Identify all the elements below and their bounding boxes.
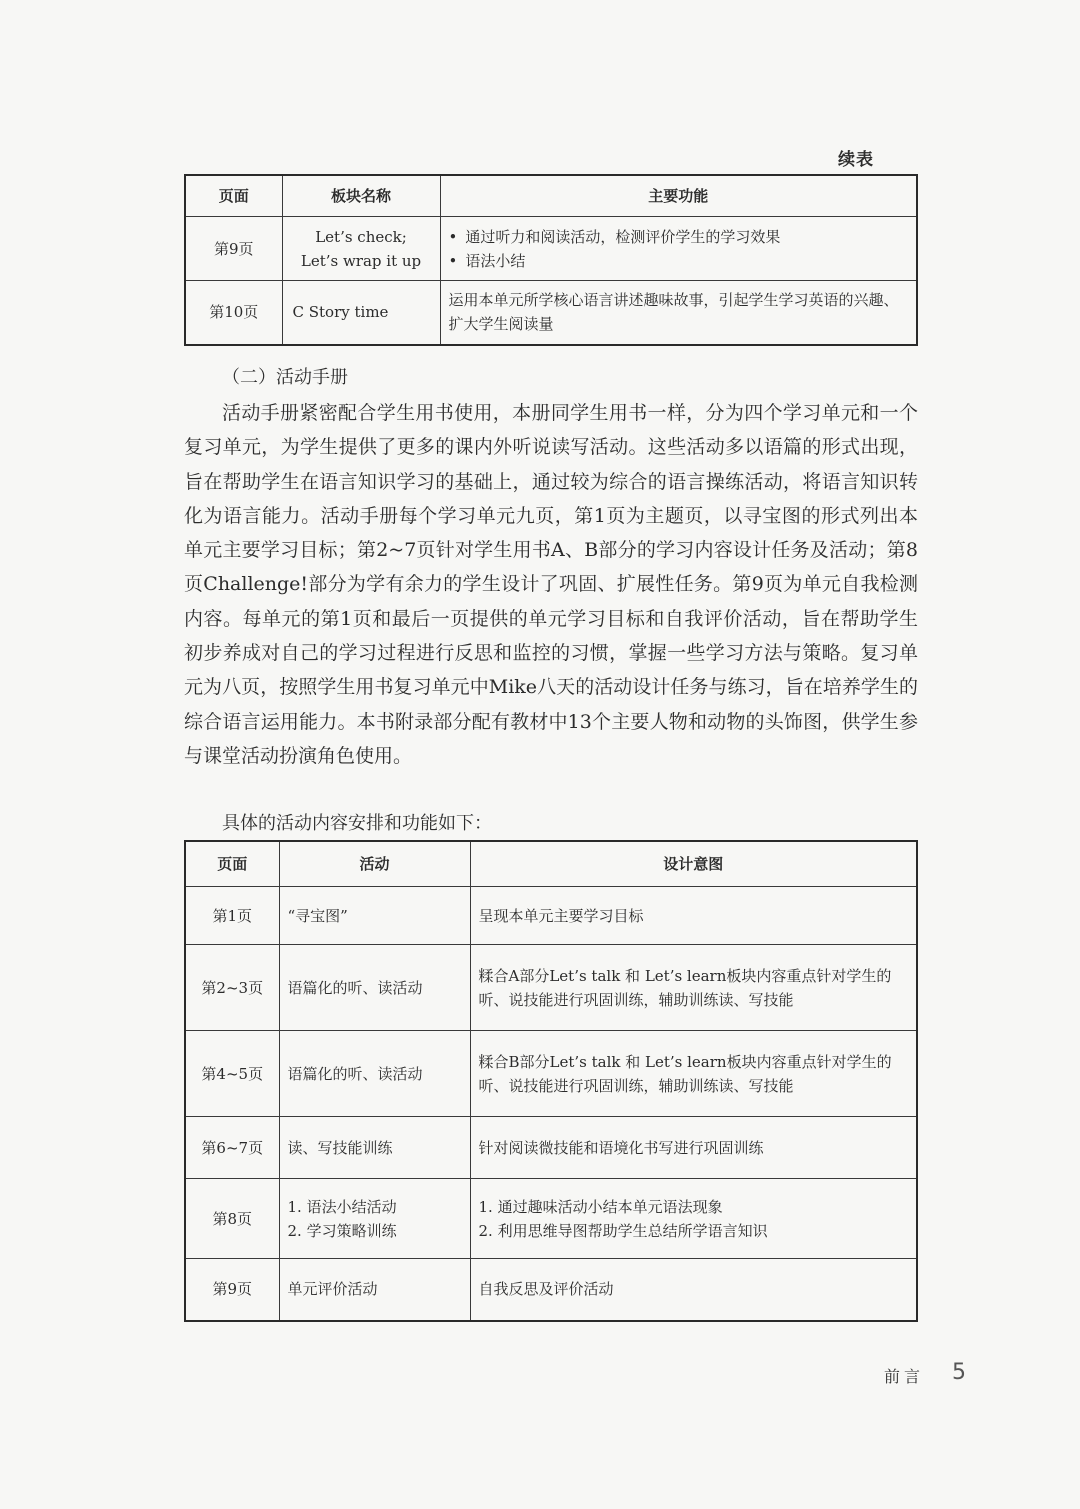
cell-function bbox=[440, 217, 917, 281]
cell-activity: 单元评价活动 bbox=[279, 1259, 470, 1321]
cell-page: 第2~3页 bbox=[185, 945, 279, 1031]
cell-purpose: 自我反思及评价活动 bbox=[470, 1259, 917, 1321]
cell-section: C Story time bbox=[282, 281, 440, 345]
section-line: Let’s check; bbox=[315, 227, 407, 246]
cell-activity: 语篇化的听、读活动 bbox=[279, 945, 470, 1031]
table-row bbox=[185, 1259, 917, 1321]
cell-activity: 读、写技能训练 bbox=[279, 1117, 470, 1179]
table-row bbox=[185, 945, 917, 1031]
footer-title: 前言 bbox=[884, 1367, 925, 1386]
cell-purpose: 呈现本单元主要学习目标 bbox=[470, 887, 917, 945]
activity-line: 2. 学习策略训练 bbox=[287, 1221, 397, 1240]
purpose-line: 2. 利用思维导图帮助学生总结所学语言知识 bbox=[478, 1221, 768, 1240]
section-line: Let’s wrap it up bbox=[300, 251, 422, 270]
body-paragraph: 活动手册紧密配合学生用书使用，本册同学生用书一样，分为四个学习单元和一个复习单元，为学生提供了更多的课内外听说读写活动。这些活动多以语篇的形式出现，旨在帮助学生在语言知识学习的基础上，通过较为综合的语言操练活动，将语言知识转化为语言能力。活动手册每个学习单元九页，第1页为主题页，以寻宝图的形式列出本单元主要学习目标；第2~7页针对学生用书A、B部分的学习内容设计任务及活动；第8页Challenge!部分为学有余力的学生设计了巩固、扩展性任务。第9页为单元自我检测内容。每单元的第1页和最后一页提供的单元学习目标和自我评价活动，旨在帮助学生初步养成对自己的学习过程进行反思和监控的习惯，掌握一些学习方法与策略。复习单元为八页，按照学生用书复习单元中Mike八天的活动设计任务与练习，旨在培养学生的综合语言运用能力。本书附录部分配有教材中13个主要人物和动物的头饰图，供学生参与课堂活动扮演角色使用。 bbox=[184, 402, 918, 767]
cell-page: 第6~7页 bbox=[185, 1117, 279, 1179]
table-activity-design bbox=[184, 840, 918, 1322]
header-purpose: 设计意图 bbox=[470, 841, 917, 887]
continued-label: 续表 bbox=[838, 150, 874, 170]
cell-purpose: 针对阅读微技能和语境化书写进行巩固训练 bbox=[470, 1117, 917, 1179]
cell-purpose: 糅合A部分Let’s talk 和 Let’s learn板块内容重点针对学生的听、说技能进行巩固训练，辅助训练读、写技能 bbox=[470, 945, 917, 1031]
header-function: 主要功能 bbox=[440, 175, 917, 217]
cell-purpose bbox=[470, 1179, 917, 1259]
cell-purpose: 糅合B部分Let’s talk 和 Let’s learn板块内容重点针对学生的听、说技能进行巩固训练，辅助训练读、写技能 bbox=[470, 1031, 917, 1117]
function-bullet: • 语法小结 bbox=[449, 249, 909, 273]
table-row bbox=[185, 1179, 917, 1259]
cell-page: 第8页 bbox=[185, 1179, 279, 1259]
table-row bbox=[185, 217, 917, 281]
cell-function: 运用本单元所学核心语言讲述趣味故事，引起学生学习英语的兴趣、扩大学生阅读量 bbox=[440, 281, 917, 345]
table-header-row bbox=[185, 175, 917, 217]
cell-activity: 语篇化的听、读活动 bbox=[279, 1031, 470, 1117]
table-row bbox=[185, 1117, 917, 1179]
table-section-functions bbox=[184, 174, 918, 346]
cell-page: 第10页 bbox=[185, 281, 282, 345]
table-row bbox=[185, 887, 917, 945]
table-row bbox=[185, 1031, 917, 1117]
table-header-row bbox=[185, 841, 917, 887]
table-row bbox=[185, 281, 917, 345]
cell-activity bbox=[279, 1179, 470, 1259]
cell-page: 第9页 bbox=[185, 217, 282, 281]
cell-page: 第4~5页 bbox=[185, 1031, 279, 1117]
cell-section bbox=[282, 217, 440, 281]
activity-line: 1. 语法小结活动 bbox=[287, 1197, 397, 1216]
purpose-line: 1. 通过趣味活动小结本单元语法现象 bbox=[478, 1197, 723, 1216]
function-bullet: • 通过听力和阅读活动，检测评价学生的学习效果 bbox=[449, 225, 909, 249]
cell-page: 第1页 bbox=[185, 887, 279, 945]
header-activity: 活动 bbox=[279, 841, 470, 887]
header-section: 板块名称 bbox=[282, 175, 440, 217]
cell-activity: “寻宝图” bbox=[279, 887, 470, 945]
page-number: 5 bbox=[952, 1360, 966, 1385]
section-heading: （二）活动手册 bbox=[222, 367, 348, 388]
header-page: 页面 bbox=[185, 175, 282, 217]
table2-intro: 具体的活动内容安排和功能如下： bbox=[222, 813, 492, 834]
cell-page: 第9页 bbox=[185, 1259, 279, 1321]
header-page: 页面 bbox=[185, 841, 279, 887]
